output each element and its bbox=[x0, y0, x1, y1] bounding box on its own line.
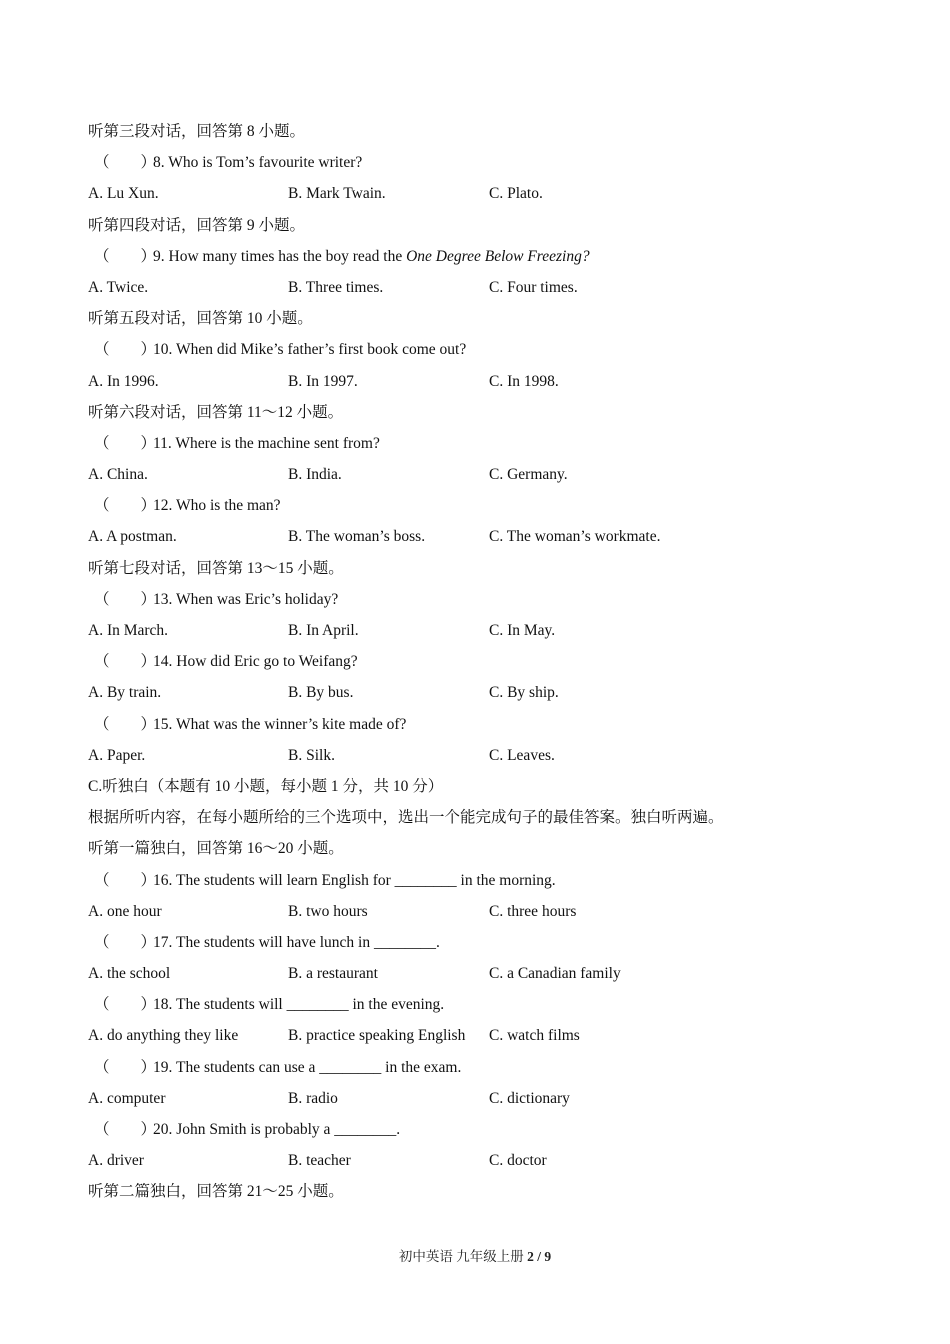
option-c: C. In 1998. bbox=[489, 372, 559, 390]
question-text: 19. The students can use a ________ in the exam. bbox=[153, 1058, 462, 1076]
options-row bbox=[88, 740, 868, 771]
question bbox=[88, 241, 868, 272]
option-c: C. Four times. bbox=[489, 278, 578, 296]
option-b: B. teacher bbox=[288, 1152, 351, 1170]
option-a: A. A postman. bbox=[88, 528, 177, 546]
option-a: A. the school bbox=[88, 965, 171, 983]
option-b: B. a restaurant bbox=[288, 965, 378, 983]
option-a: A. computer bbox=[88, 1089, 166, 1107]
option-b: B. radio bbox=[288, 1089, 338, 1107]
option-b: B. India. bbox=[288, 466, 342, 484]
option-c: C. three hours bbox=[489, 902, 577, 920]
question bbox=[88, 1052, 868, 1083]
section-instruction: 听第一篇独白，回答第 16～20 小题。 bbox=[88, 840, 344, 858]
question bbox=[88, 646, 868, 677]
answer-blank: （ ） bbox=[94, 497, 157, 515]
option-c: C. Leaves. bbox=[489, 746, 555, 764]
option-a: A. By train. bbox=[88, 684, 162, 702]
answer-blank: （ ） bbox=[94, 715, 157, 733]
question bbox=[88, 865, 868, 896]
section-instruction: 听第四段对话，回答第 9 小题。 bbox=[88, 216, 306, 234]
question-text: 15. What was the winner’s kite made of? bbox=[153, 715, 407, 733]
option-a: A. driver bbox=[88, 1152, 144, 1170]
option-c: C. a Canadian family bbox=[489, 965, 621, 983]
option-c: C. The woman’s workmate. bbox=[489, 528, 661, 546]
answer-blank: （ ） bbox=[94, 341, 157, 359]
option-b: B. In April. bbox=[288, 622, 359, 639]
options-row bbox=[88, 1145, 868, 1176]
options-row bbox=[88, 1020, 868, 1051]
option-c: C. By ship. bbox=[489, 684, 559, 702]
option-a: A. Twice. bbox=[88, 278, 149, 296]
option-b: B. Three times. bbox=[288, 278, 384, 296]
question bbox=[88, 584, 868, 615]
question-text: 11. Where is the machine sent from? bbox=[153, 434, 380, 452]
question-text: 13. When was Eric’s holiday? bbox=[153, 590, 339, 608]
page-footer bbox=[0, 1245, 950, 1265]
answer-blank: （ ） bbox=[94, 933, 157, 951]
option-c: C. dictionary bbox=[489, 1089, 570, 1107]
question bbox=[88, 1114, 868, 1145]
answer-blank: （ ） bbox=[94, 996, 157, 1014]
question bbox=[88, 927, 868, 958]
section-instruction: 听第六段对话，回答第 11～12 小题。 bbox=[88, 403, 344, 421]
section-instruction: 听第二篇独白，回答第 21～25 小题。 bbox=[88, 1183, 344, 1201]
option-b: B. Mark Twain. bbox=[288, 185, 386, 203]
options-row bbox=[88, 1083, 868, 1114]
option-b: B. two hours bbox=[288, 902, 368, 920]
question-text: 10. When did Mike’s father’s first book come out? bbox=[153, 341, 467, 359]
question-text: 8. Who is Tom’s favourite writer? bbox=[153, 154, 363, 172]
answer-blank: （ ） bbox=[94, 871, 157, 889]
question bbox=[88, 490, 868, 521]
option-c: C. Germany. bbox=[489, 466, 568, 484]
options-row bbox=[88, 178, 868, 209]
options-row bbox=[88, 677, 868, 708]
question bbox=[88, 428, 868, 459]
options-row bbox=[88, 459, 868, 490]
option-a: A. China. bbox=[88, 466, 148, 484]
answer-blank: （ ） bbox=[94, 590, 157, 608]
question bbox=[88, 989, 868, 1020]
options-row bbox=[88, 272, 868, 303]
section-instruction: 根据所听内容，在每小题所给的三个选项中，选出一个能完成句子的最佳答案。独白听两遍。 bbox=[88, 809, 724, 827]
section-instruction: C.听独白（本题有 10 小题，每小题 1 分，共 10 分） bbox=[88, 777, 444, 795]
question-text: 12. Who is the man? bbox=[153, 497, 281, 515]
options-row bbox=[88, 958, 868, 989]
question bbox=[88, 334, 868, 365]
option-b: B. practice speaking English bbox=[288, 1027, 466, 1045]
option-b: B. By bus. bbox=[288, 684, 354, 702]
options-row bbox=[88, 896, 868, 927]
question-text: 14. How did Eric go to Weifang? bbox=[153, 653, 358, 671]
answer-blank: （ ） bbox=[94, 653, 157, 671]
question-text: 20. John Smith is probably a ________. bbox=[153, 1121, 401, 1138]
options-row bbox=[88, 521, 868, 552]
option-a: A. one hour bbox=[88, 902, 162, 920]
option-a: A. In March. bbox=[88, 622, 169, 639]
option-c: C. doctor bbox=[489, 1152, 547, 1170]
option-b: B. The woman’s boss. bbox=[288, 528, 426, 546]
book-title: One Degree Below Freezing? bbox=[406, 247, 590, 265]
question-text: 9. How many times has the boy read the bbox=[153, 247, 407, 265]
option-a: A. Paper. bbox=[88, 746, 146, 764]
question bbox=[88, 147, 868, 178]
option-c: C. watch films bbox=[489, 1027, 580, 1045]
question-text: 18. The students will ________ in the evening. bbox=[153, 996, 445, 1014]
section-instruction: 听第七段对话，回答第 13～15 小题。 bbox=[88, 559, 344, 577]
option-a: A. do anything they like bbox=[88, 1027, 239, 1045]
option-c: C. In May. bbox=[489, 622, 556, 639]
section-instruction: 听第三段对话，回答第 8 小题。 bbox=[88, 123, 306, 140]
page-content bbox=[88, 116, 868, 1208]
footer-title: 初中英语 九年级上册 bbox=[398, 1249, 528, 1264]
section-instruction: 听第五段对话，回答第 10 小题。 bbox=[88, 310, 313, 328]
question bbox=[88, 709, 868, 740]
options-row bbox=[88, 615, 868, 646]
page-number: 2 / 9 bbox=[527, 1249, 552, 1264]
options-row bbox=[88, 366, 868, 397]
option-a: A. Lu Xun. bbox=[88, 185, 159, 203]
option-c: C. Plato. bbox=[489, 185, 543, 203]
option-b: B. In 1997. bbox=[288, 372, 358, 390]
option-b: B. Silk. bbox=[288, 746, 335, 764]
answer-blank: （ ） bbox=[94, 154, 157, 172]
question-text: 17. The students will have lunch in ________. bbox=[153, 933, 440, 951]
answer-blank: （ ） bbox=[94, 434, 157, 452]
answer-blank: （ ） bbox=[94, 1121, 157, 1138]
answer-blank: （ ） bbox=[94, 247, 157, 265]
question-text: 16. The students will learn English for ________ in the morning. bbox=[153, 871, 556, 889]
answer-blank: （ ） bbox=[94, 1058, 157, 1076]
option-a: A. In 1996. bbox=[88, 372, 159, 390]
